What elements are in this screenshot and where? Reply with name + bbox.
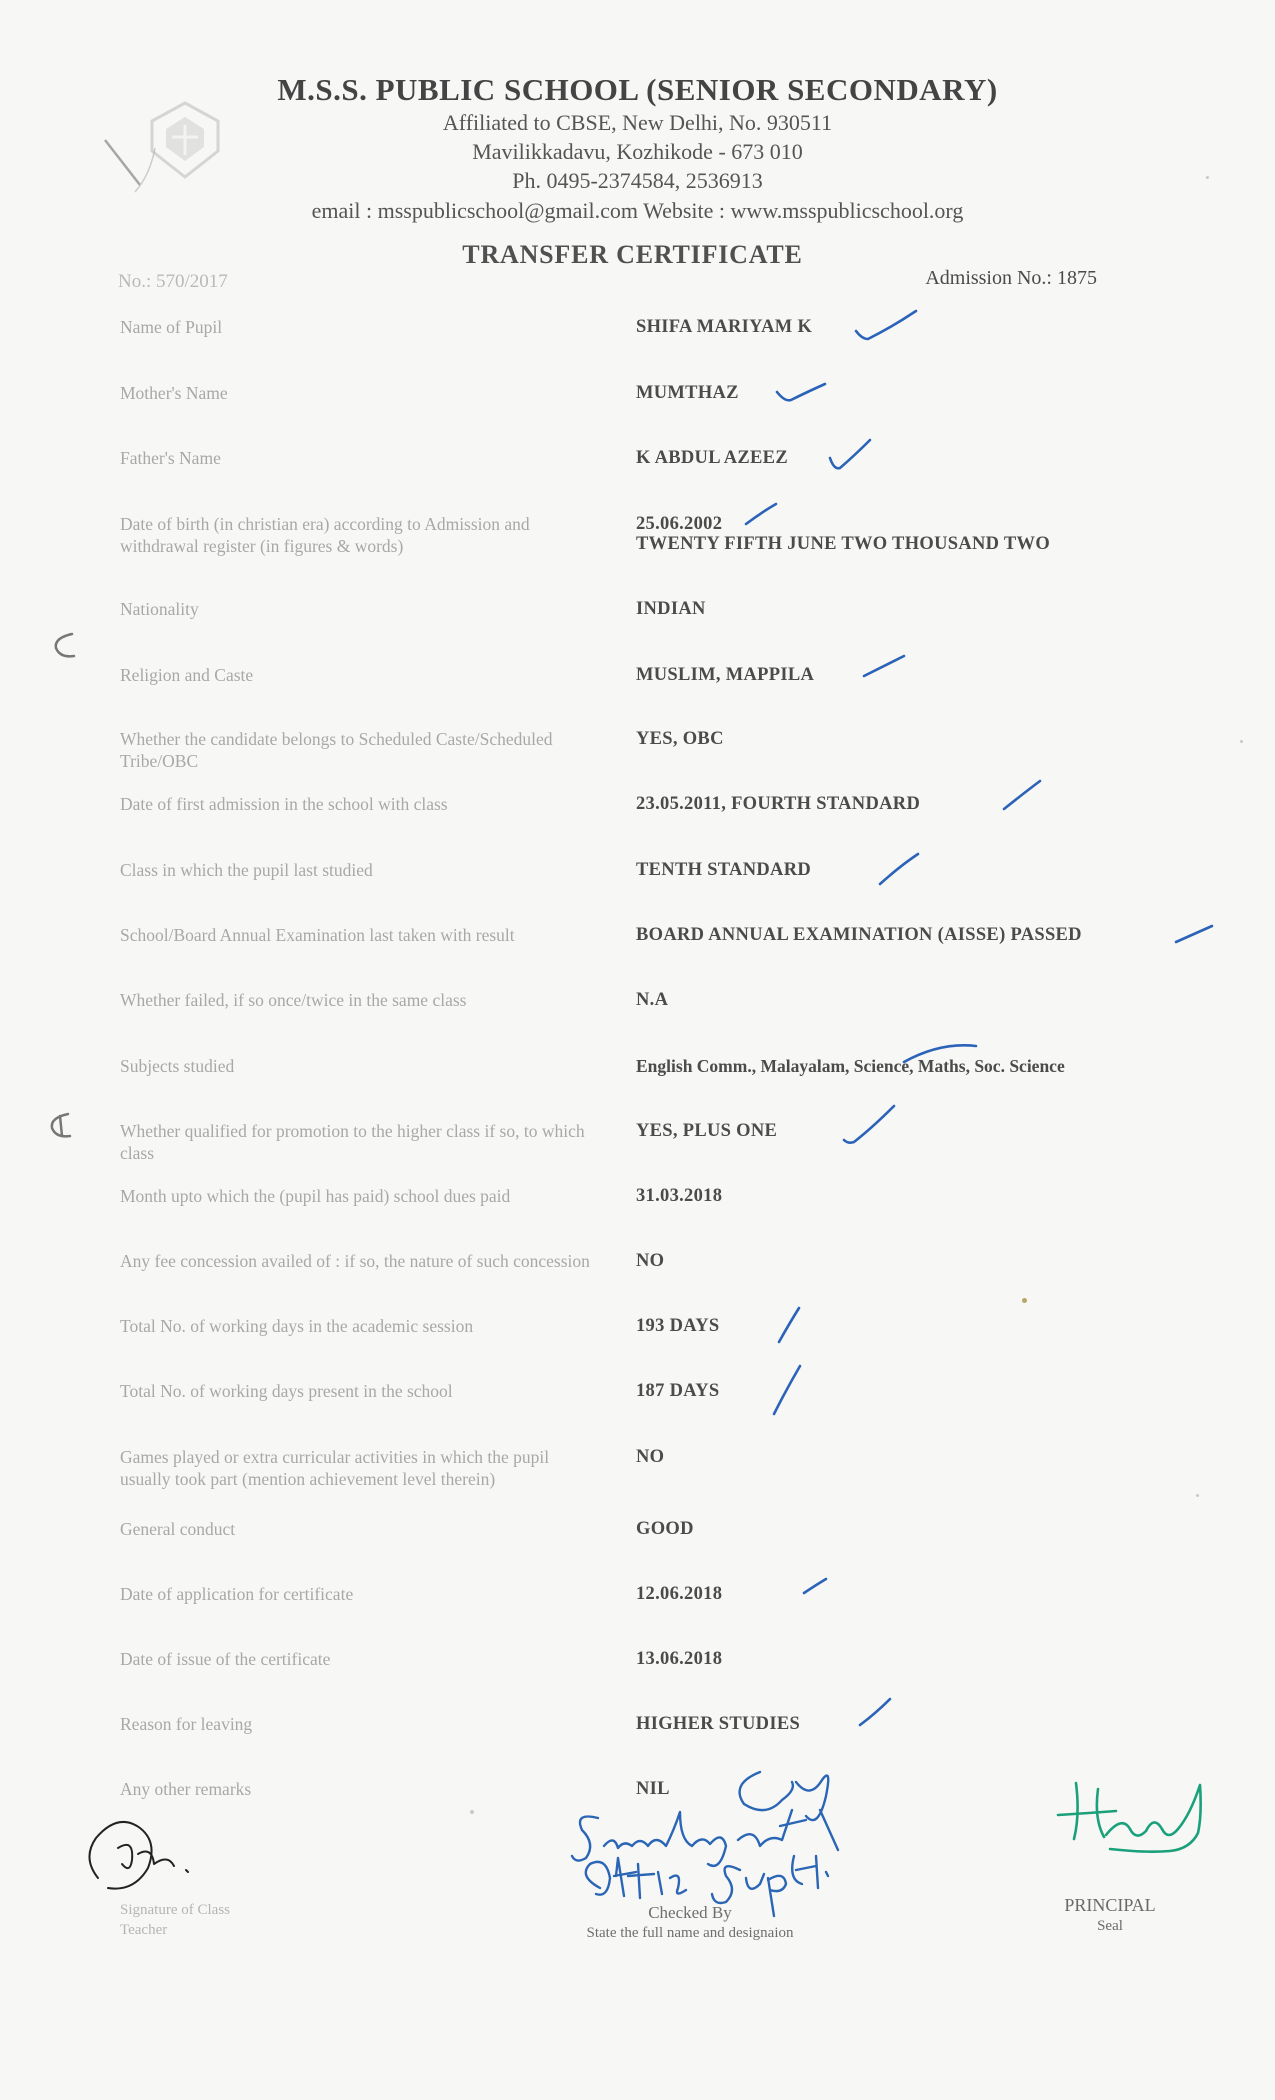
field-value: 193 DAYS (636, 1316, 720, 1336)
field-label: Reason for leaving (120, 1714, 253, 1734)
class-teacher-signature (78, 1808, 208, 1898)
field-label: Games played or extra curricular activities in which the pupil usually took part (mention achievement level therein) (120, 1447, 550, 1489)
field-label: Any other remarks (120, 1779, 252, 1799)
scan-speck (1022, 1298, 1027, 1303)
field-label: Whether the candidate belongs to Scheduled Caste/Scheduled Tribe/OBC (120, 729, 553, 771)
school-name: M.S.S. PUBLIC SCHOOL (SENIOR SECONDARY) (277, 72, 998, 107)
field-value: INDIAN (636, 599, 706, 619)
field-label: Date of birth (in christian era) according to Admission and withdrawal register (in figures & words) (120, 514, 530, 556)
scan-speck (470, 1810, 474, 1814)
field-value: 13.06.2018 (636, 1649, 723, 1669)
field-value: N.A (636, 990, 669, 1010)
checkmark-icon (800, 1575, 830, 1597)
field-label: Whether failed, if so once/twice in the same class (120, 990, 467, 1010)
field-value: NO (636, 1251, 665, 1271)
field-value: NIL (636, 1779, 670, 1799)
checkmark-icon (852, 305, 922, 345)
checkmark-icon (770, 1362, 806, 1420)
scan-speck (1206, 176, 1209, 179)
scan-speck (1240, 740, 1243, 743)
principal-signature (1050, 1775, 1240, 1860)
field-value: K ABDUL AZEEZ (636, 448, 788, 468)
field-value: English Comm., Malayalam, Science, Maths, Soc. Science (636, 1056, 1065, 1076)
field-label: Name of Pupil (120, 317, 223, 337)
checkmark-icon (826, 436, 876, 476)
field-label: Religion and Caste (120, 665, 254, 685)
certificate-title: TRANSFER CERTIFICATE (462, 240, 803, 269)
field-label: Month upto which the (pupil has paid) school dues paid (120, 1186, 511, 1206)
field-value: YES, PLUS ONE (636, 1121, 778, 1141)
field-value: SHIFA MARIYAM K (636, 317, 813, 337)
field-label: Date of first admission in the school with class (120, 794, 448, 814)
field-value-words: TWENTY FIFTH JUNE TWO THOUSAND TWO (636, 534, 1051, 554)
field-label: Total No. of working days present in the school (120, 1381, 453, 1401)
checkmark-icon (900, 1040, 980, 1066)
contact-line: email : msspublicschool@gmail.com Website : www.msspublicschool.org (311, 198, 964, 223)
field-label: Any fee concession availed of : if so, the nature of such concession (120, 1251, 590, 1271)
address-line: Mavilikkadavu, Kozhikode - 673 010 (472, 139, 803, 164)
field-label: Class in which the pupil last studied (120, 860, 373, 880)
field-value: BOARD ANNUAL EXAMINATION (AISSE) PASSED (636, 925, 1082, 945)
principal-label: PRINCIPAL (1064, 1895, 1156, 1915)
field-value: 25.06.2002 (636, 514, 723, 534)
field-label: Subjects studied (120, 1056, 235, 1076)
field-value: MUSLIM, MAPPILA (636, 665, 815, 685)
admission-number: Admission No.: 1875 (925, 267, 1097, 289)
field-value: MUMTHAZ (636, 383, 739, 403)
checked-by-label: Checked By (648, 1903, 732, 1922)
checkmark-icon (773, 378, 833, 408)
punch-hole-icon (46, 1110, 78, 1142)
checkmark-icon (1000, 777, 1046, 815)
field-value: 187 DAYS (636, 1381, 720, 1401)
checkmark-icon (860, 652, 910, 682)
field-value: 31.03.2018 (636, 1186, 723, 1206)
field-value: GOOD (636, 1519, 694, 1539)
field-value: 12.06.2018 (636, 1584, 723, 1604)
checkmark-icon (840, 1100, 900, 1148)
field-label: School/Board Annual Examination last taken with result (120, 925, 515, 945)
seal-label: Seal (1097, 1918, 1123, 1934)
certificate-number: No.: 570/2017 (118, 271, 228, 292)
checked-by-note: State the full name and designaion (586, 1925, 794, 1941)
field-label: Nationality (120, 599, 199, 619)
field-label: Date of issue of the certificate (120, 1649, 331, 1669)
field-label: Father's Name (120, 448, 221, 468)
field-label: Total No. of working days in the academic session (120, 1316, 474, 1336)
phone-line: Ph. 0495-2374584, 2536913 (512, 168, 763, 193)
checkmark-icon (1172, 922, 1218, 948)
affiliation-line: Affiliated to CBSE, New Delhi, No. 930511 (442, 110, 833, 135)
field-label: Whether qualified for promotion to the higher class if so, to which class (120, 1121, 585, 1163)
field-value: NO (636, 1447, 665, 1467)
field-label: General conduct (120, 1519, 236, 1539)
field-value: YES, OBC (636, 729, 724, 749)
checkmark-icon (856, 1695, 896, 1731)
checkmark-icon (742, 500, 782, 532)
field-label: Mother's Name (120, 383, 228, 403)
scan-speck (1196, 1494, 1199, 1497)
checkmark-icon (775, 1304, 805, 1348)
field-value: 23.05.2011, FOURTH STANDARD (636, 794, 921, 814)
class-teacher-label: Signature of Class Teacher (120, 1902, 230, 1938)
punch-hole-icon (50, 630, 82, 662)
checkmark-icon (876, 850, 924, 890)
field-value: HIGHER STUDIES (636, 1714, 801, 1734)
field-label: Date of application for certificate (120, 1584, 354, 1604)
field-value: TENTH STANDARD (636, 860, 812, 880)
